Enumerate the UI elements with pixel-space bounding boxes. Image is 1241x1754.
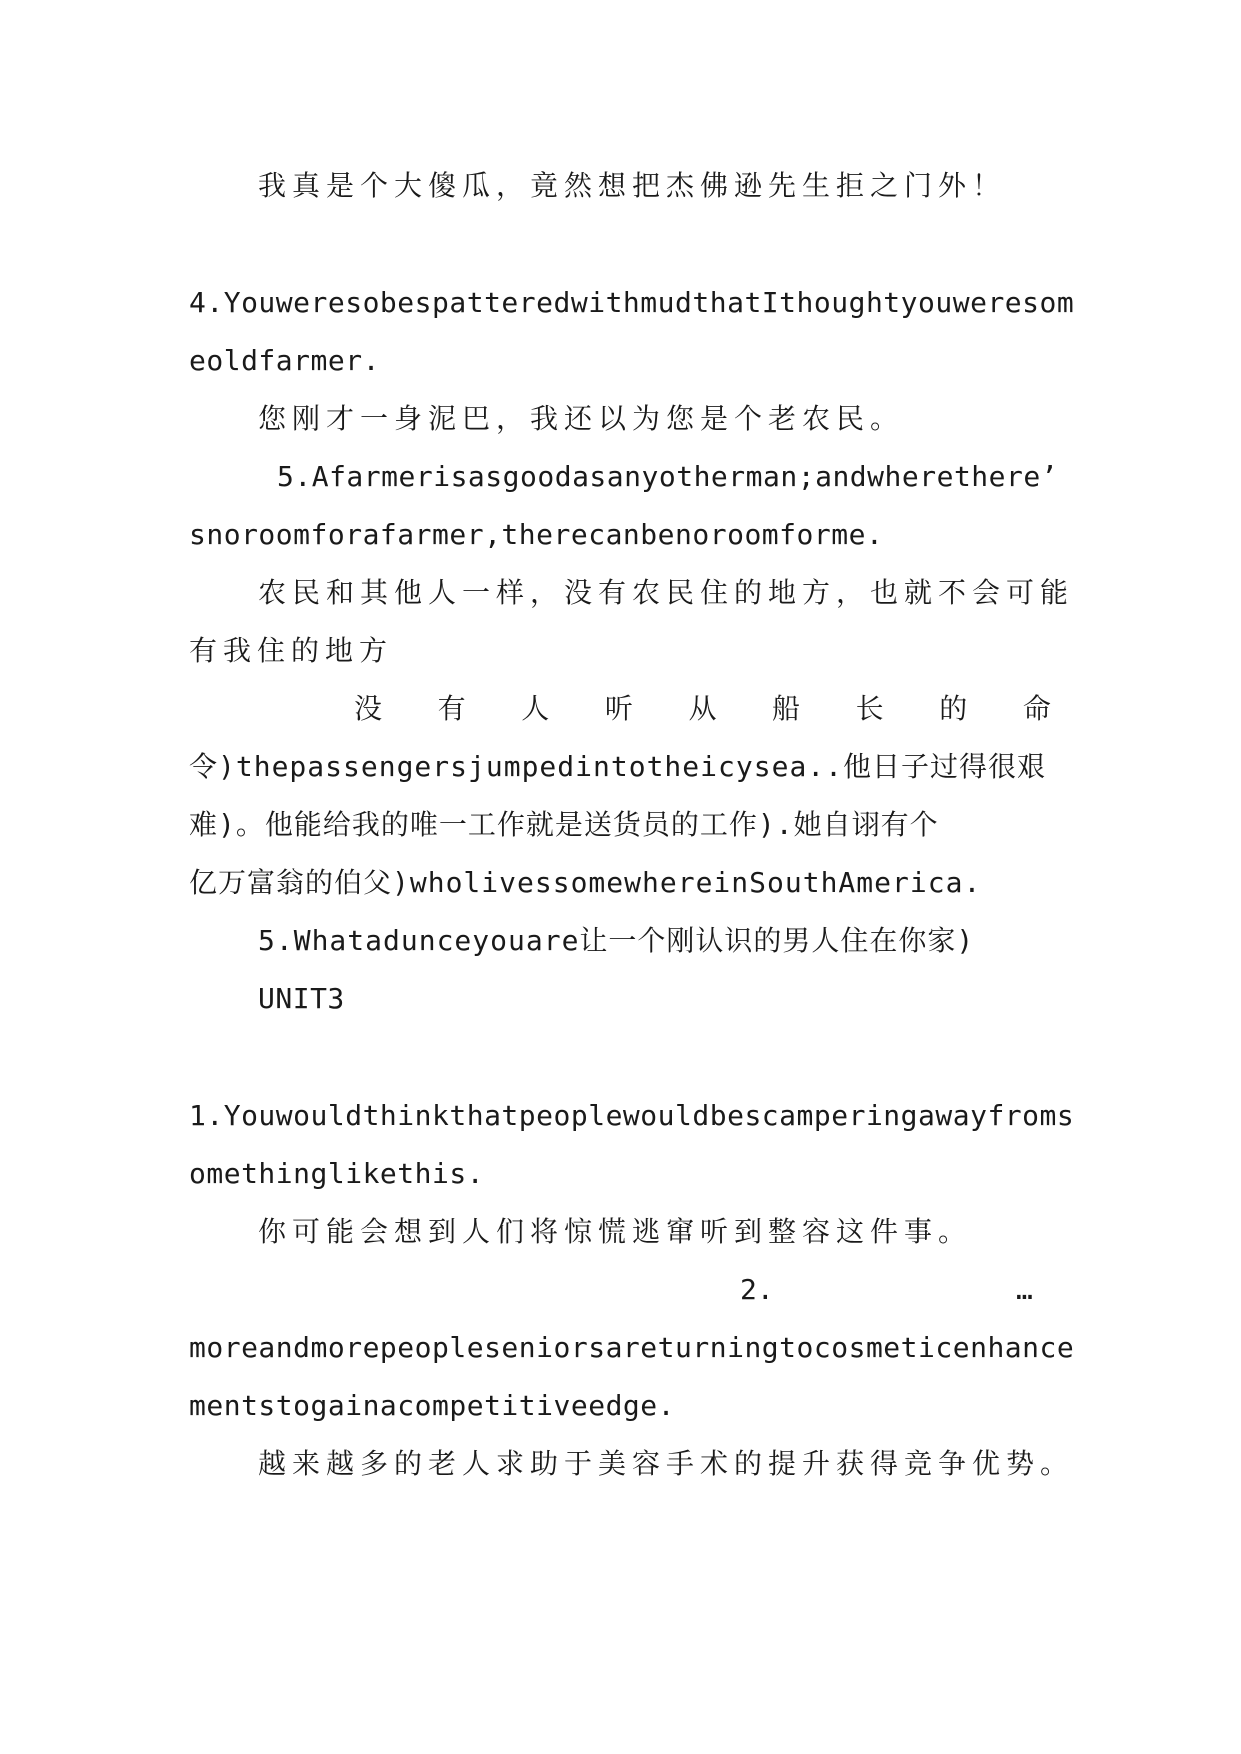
ellipsis: … [1016, 1273, 1033, 1306]
char: 长 [855, 692, 884, 725]
char: 的 [939, 692, 968, 725]
text-line-en-5-cont: snoroomforafarmer,therecanbenoroomforme. [189, 518, 884, 551]
text-line-en-u3-2-cont: mentstogainacompetitiveedge. [189, 1389, 676, 1422]
item-number-2: 2. [740, 1273, 774, 1306]
char: 船 [772, 692, 801, 725]
text-line-zh-4: 您刚才一身泥巴，我还以为您是个老农民。 [258, 402, 905, 435]
char: 有 [437, 692, 466, 725]
char: 命 [1022, 692, 1051, 725]
text-line-en-u3-1-cont: omethinglikethis. [189, 1157, 485, 1190]
text-line-zh-1: 我真是个大傻瓜，竟然想把杰佛逊先生拒之门外！ [258, 169, 1007, 202]
text-line-mixed-1: 令)thepassengersjumpedintotheicysea..他日子过得很艰 [189, 750, 1047, 783]
text-line-zh-u3-2: 越来越多的老人求助于美容手术的提升获得竞争优势。 [258, 1447, 1075, 1480]
char: 从 [688, 692, 717, 725]
text-line-mixed-4: 5.Whatadunceyouare让一个刚认识的男人住在你家) [258, 924, 975, 957]
text-line-en-5: 5.Afarmerisasgoodasanyotherman;andwherethere’ [277, 460, 1059, 493]
text-line-zh-5: 农民和其他人一样，没有农民住的地方，也就不会可能 [258, 576, 1075, 609]
char: 没 [354, 692, 383, 725]
unit-heading: UNIT3 [258, 982, 345, 1015]
text-line-zh-5-cont: 有我住的地方 [189, 634, 394, 667]
char: 听 [604, 692, 633, 725]
justified-line-1 [354, 689, 1051, 729]
text-line-en-4-cont: eoldfarmer. [189, 344, 380, 377]
text-line-en-u3-2: moreandmorepeopleseniorsareturningtocosmeticenhance [189, 1331, 1075, 1364]
text-line-mixed-3: 亿万富翁的伯父)wholivessomewhereinSouthAmerica. [189, 866, 982, 899]
text-line-zh-u3-1: 你可能会想到人们将惊慌逃窜听到整容这件事。 [258, 1215, 973, 1248]
char: 人 [521, 692, 550, 725]
text-line-mixed-2: 难)。他能给我的唯一工作就是送货员的工作).她自诩有个 [189, 808, 939, 841]
text-line-en-u3-1: 1.Youwouldthinkthatpeoplewouldbescamperingawayfroms [189, 1099, 1075, 1132]
text-line-en-4: 4.YouweresobespatteredwithmudthatIthoughtyouweresom [189, 286, 1075, 319]
